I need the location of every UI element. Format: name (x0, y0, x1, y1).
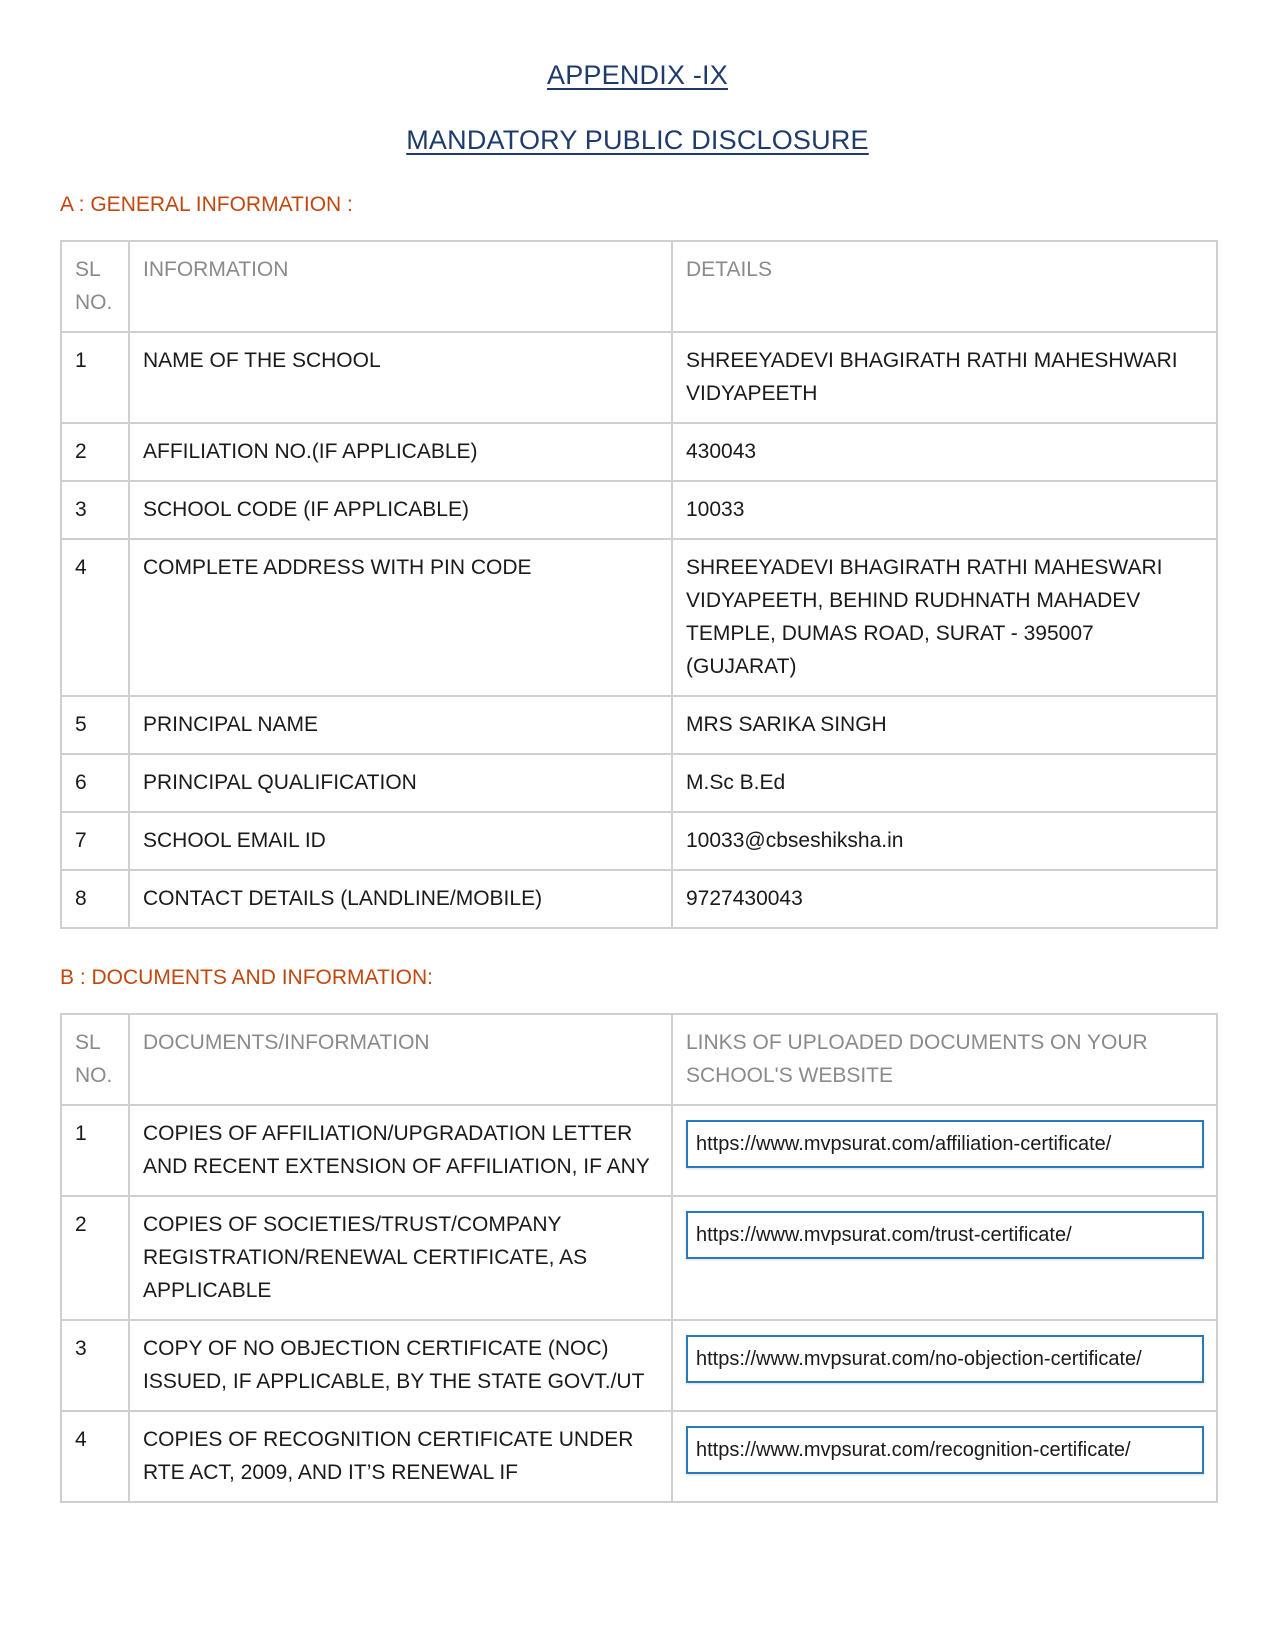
row-link-cell (672, 1411, 1217, 1502)
table-header-row (61, 241, 1217, 332)
table-row (61, 539, 1217, 696)
general-information-table (60, 240, 1218, 929)
row-sl-no: 1 (61, 1105, 129, 1196)
section-a-heading: A : GENERAL INFORMATION : (60, 193, 353, 216)
row-link-cell (672, 1320, 1217, 1411)
row-document: COPIES OF AFFILIATION/UPGRADATION LETTER AND RECENT EXTENSION OF AFFILIATION, IF ANY (129, 1105, 672, 1196)
row-sl-no: 5 (61, 696, 129, 754)
section-b-heading: B : DOCUMENTS AND INFORMATION: (60, 966, 433, 989)
table-row (61, 1196, 1217, 1320)
row-sl-no: 3 (61, 1320, 129, 1411)
row-details: MRS SARIKA SINGH (672, 696, 1217, 754)
column-header-information: INFORMATION (129, 241, 672, 332)
table-row (61, 870, 1217, 928)
row-sl-no: 8 (61, 870, 129, 928)
row-sl-no: 2 (61, 423, 129, 481)
appendix-title: APPENDIX -IX (547, 60, 728, 90)
column-header-details: DETAILS (672, 241, 1217, 332)
row-details: SHREEYADEVI BHAGIRATH RATHI MAHESHWARI VIDYAPEETH (672, 332, 1217, 423)
row-details: 10033@cbseshiksha.in (672, 812, 1217, 870)
row-details: 10033 (672, 481, 1217, 539)
row-sl-no: 6 (61, 754, 129, 812)
row-sl-no: 2 (61, 1196, 129, 1320)
row-information: PRINCIPAL NAME (129, 696, 672, 754)
row-sl-no: 3 (61, 481, 129, 539)
document-link[interactable]: https://www.mvpsurat.com/no-objection-certificate/ (686, 1335, 1204, 1383)
table-row (61, 696, 1217, 754)
row-information: AFFILIATION NO.(IF APPLICABLE) (129, 423, 672, 481)
row-information: SCHOOL CODE (IF APPLICABLE) (129, 481, 672, 539)
row-sl-no: 4 (61, 539, 129, 696)
document-link[interactable]: https://www.mvpsurat.com/affiliation-certificate/ (686, 1120, 1204, 1168)
row-link-cell (672, 1196, 1217, 1320)
row-information: PRINCIPAL QUALIFICATION (129, 754, 672, 812)
table-row (61, 481, 1217, 539)
table-row (61, 423, 1217, 481)
row-document: COPY OF NO OBJECTION CERTIFICATE (NOC) ISSUED, IF APPLICABLE, BY THE STATE GOVT./UT (129, 1320, 672, 1411)
row-details: 9727430043 (672, 870, 1217, 928)
row-link-cell (672, 1105, 1217, 1196)
table-row (61, 754, 1217, 812)
row-document: COPIES OF SOCIETIES/TRUST/COMPANY REGISTRATION/RENEWAL CERTIFICATE, AS APPLICABLE (129, 1196, 672, 1320)
row-information: NAME OF THE SCHOOL (129, 332, 672, 423)
row-sl-no: 4 (61, 1411, 129, 1502)
table-row (61, 1320, 1217, 1411)
row-information: COMPLETE ADDRESS WITH PIN CODE (129, 539, 672, 696)
row-details: 430043 (672, 423, 1217, 481)
table-row (61, 1411, 1217, 1502)
row-information: CONTACT DETAILS (LANDLINE/MOBILE) (129, 870, 672, 928)
documents-information-table (60, 1013, 1218, 1503)
row-details: SHREEYADEVI BHAGIRATH RATHI MAHESWARI VIDYAPEETH, BEHIND RUDHNATH MAHADEV TEMPLE, DUMAS ROAD, SURAT - 395007 (GUJARAT) (672, 539, 1217, 696)
table-row (61, 332, 1217, 423)
table-row (61, 1105, 1217, 1196)
document-link[interactable]: https://www.mvpsurat.com/trust-certificate/ (686, 1211, 1204, 1259)
row-details: M.Sc B.Ed (672, 754, 1217, 812)
column-header-sl-no: SL NO. (61, 241, 129, 332)
row-sl-no: 7 (61, 812, 129, 870)
column-header-documents: DOCUMENTS/INFORMATION (129, 1014, 672, 1105)
column-header-sl-no: SL NO. (61, 1014, 129, 1105)
row-document: COPIES OF RECOGNITION CERTIFICATE UNDER RTE ACT, 2009, AND IT’S RENEWAL IF (129, 1411, 672, 1502)
row-information: SCHOOL EMAIL ID (129, 812, 672, 870)
disclosure-title: MANDATORY PUBLIC DISCLOSURE (406, 125, 869, 155)
row-sl-no: 1 (61, 332, 129, 423)
table-header-row (61, 1014, 1217, 1105)
table-row (61, 812, 1217, 870)
document-link[interactable]: https://www.mvpsurat.com/recognition-certificate/ (686, 1426, 1204, 1474)
column-header-links: LINKS OF UPLOADED DOCUMENTS ON YOUR SCHOOL'S WEBSITE (672, 1014, 1217, 1105)
